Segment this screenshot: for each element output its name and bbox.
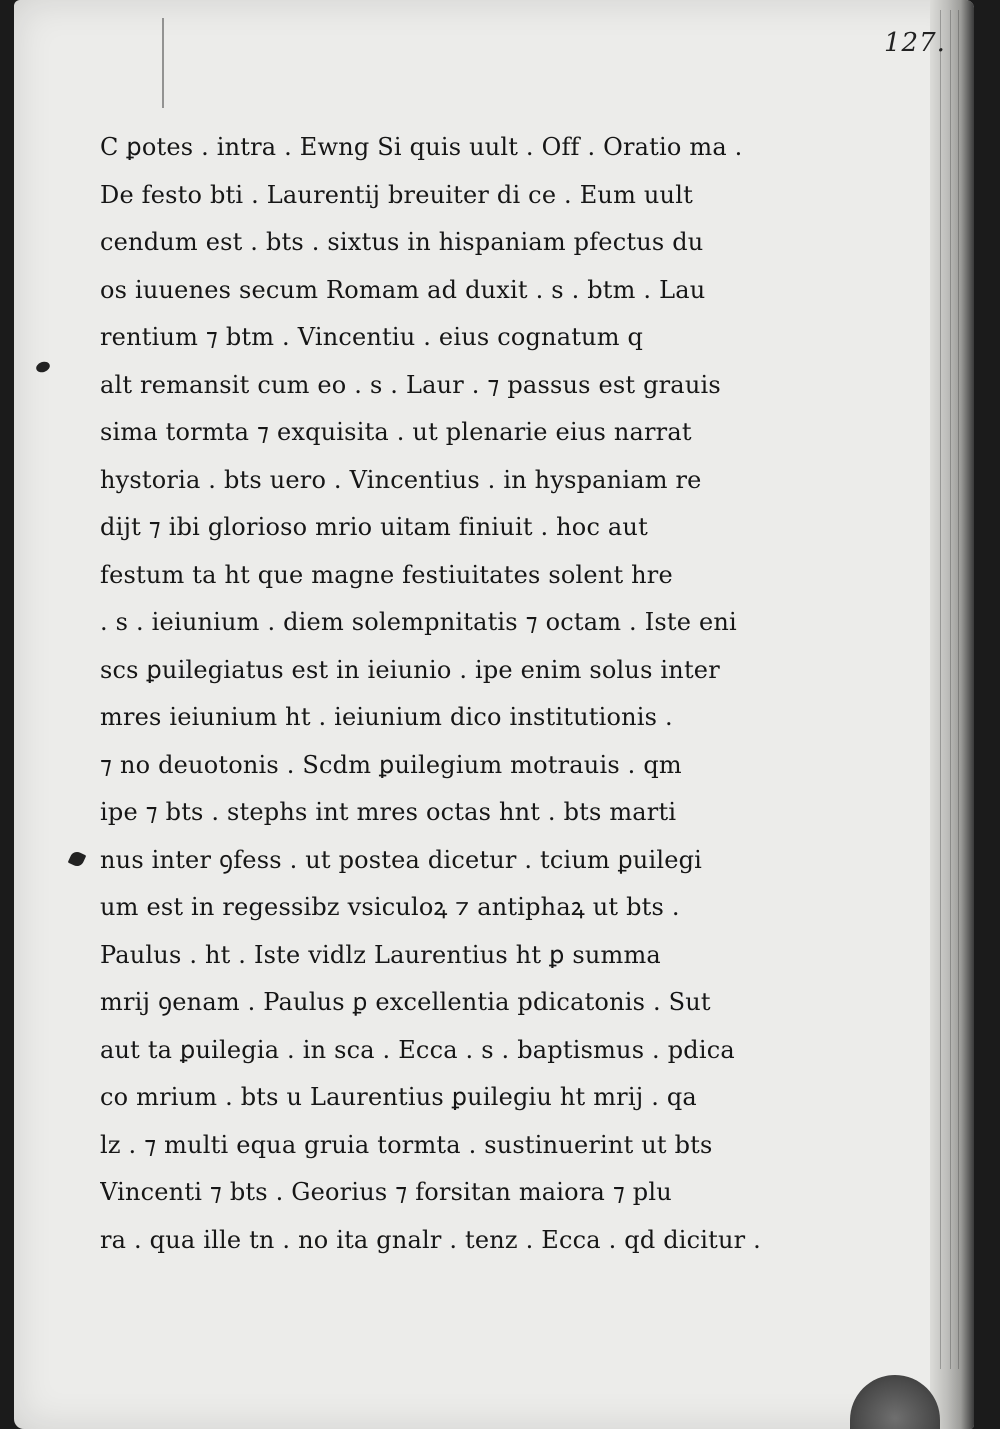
folio-edge xyxy=(930,0,974,1429)
text-line: scs ꝑuilegiatus est in ieiunio . ipe enim solus inter xyxy=(100,655,720,684)
text-line: ⁊ no deuotonis . Scdm ꝑuilegium motrauis . qm xyxy=(100,750,682,779)
text-line: C ꝑotes . intra . Ewng Si quis uult . Off . Oratio ma . xyxy=(100,133,743,161)
text-line: ipe ⁊ bts . stephs int mres octas hnt . bts marti xyxy=(100,798,677,826)
edge-rule xyxy=(950,10,951,1369)
manuscript-text xyxy=(100,124,800,1264)
text-line: hystoria . bts uero . Vincentius . in hyspaniam re xyxy=(100,465,702,494)
text-line: Vincenti ⁊ bts . Georius ⁊ forsitan maiora ⁊ plu xyxy=(100,1178,672,1206)
text-line: os iuuenes secum Romam ad duxit . s . btm . Lau xyxy=(100,275,706,304)
edge-rule xyxy=(958,10,959,1369)
text-line: De festo bti . Laurentij breuiter di ce . Eum uult xyxy=(100,180,693,209)
text-line: sima tormta ⁊ exquisita . ut plenarie eius narrat xyxy=(100,418,692,446)
edge-rule xyxy=(940,10,941,1369)
text-line: ra . qua ille tn . no ita gnalr . tenz . Ecca . qd dicitur . xyxy=(100,1225,762,1254)
text-line: mrij ꝯenam . Paulus ꝑ excellentia pdicatonis . Sut xyxy=(100,988,711,1016)
ruling-line xyxy=(162,18,164,108)
text-line: dijt ⁊ ibi glorioso mrio uitam finiuit . hoc aut xyxy=(100,513,648,541)
folio-number: 127. xyxy=(884,28,946,58)
text-line: cendum est . bts . sixtus in hispaniam pfectus du xyxy=(100,228,704,256)
text-line: lz . ⁊ multi equa gruia tormta . sustinuerint ut bts xyxy=(100,1130,713,1159)
text-line: rentium ⁊ btm . Vincentiu . eius cognatum q xyxy=(100,323,644,351)
text-line: Paulus . ht . Iste vidlz Laurentius ht ꝑ summa xyxy=(100,940,661,969)
text-line: . s . ieiunium . diem solempnitatis ⁊ octam . Iste eni xyxy=(100,608,737,636)
text-line: festum ta ht que magne festiuitates solent hre xyxy=(100,560,673,589)
text-line: aut ta ꝑuilegia . in sca . Ecca . s . baptismus . pdica xyxy=(100,1035,735,1064)
text-line: nus inter ꝯfess . ut postea dicetur . tcium ꝑuilegi xyxy=(100,845,703,874)
text-line: mres ieiunium ht . ieiunium dico institutionis . xyxy=(100,703,673,731)
text-line: alt remansit cum eo . s . Laur . ⁊ passus est grauis xyxy=(100,370,721,399)
text-line: um est in regessibz vsiculoꝝ ⁊ antiphaꝝ ut bts . xyxy=(100,893,680,921)
text-line: co mrium . bts u Laurentius ꝑuilegiu ht mrij . qa xyxy=(100,1083,697,1111)
